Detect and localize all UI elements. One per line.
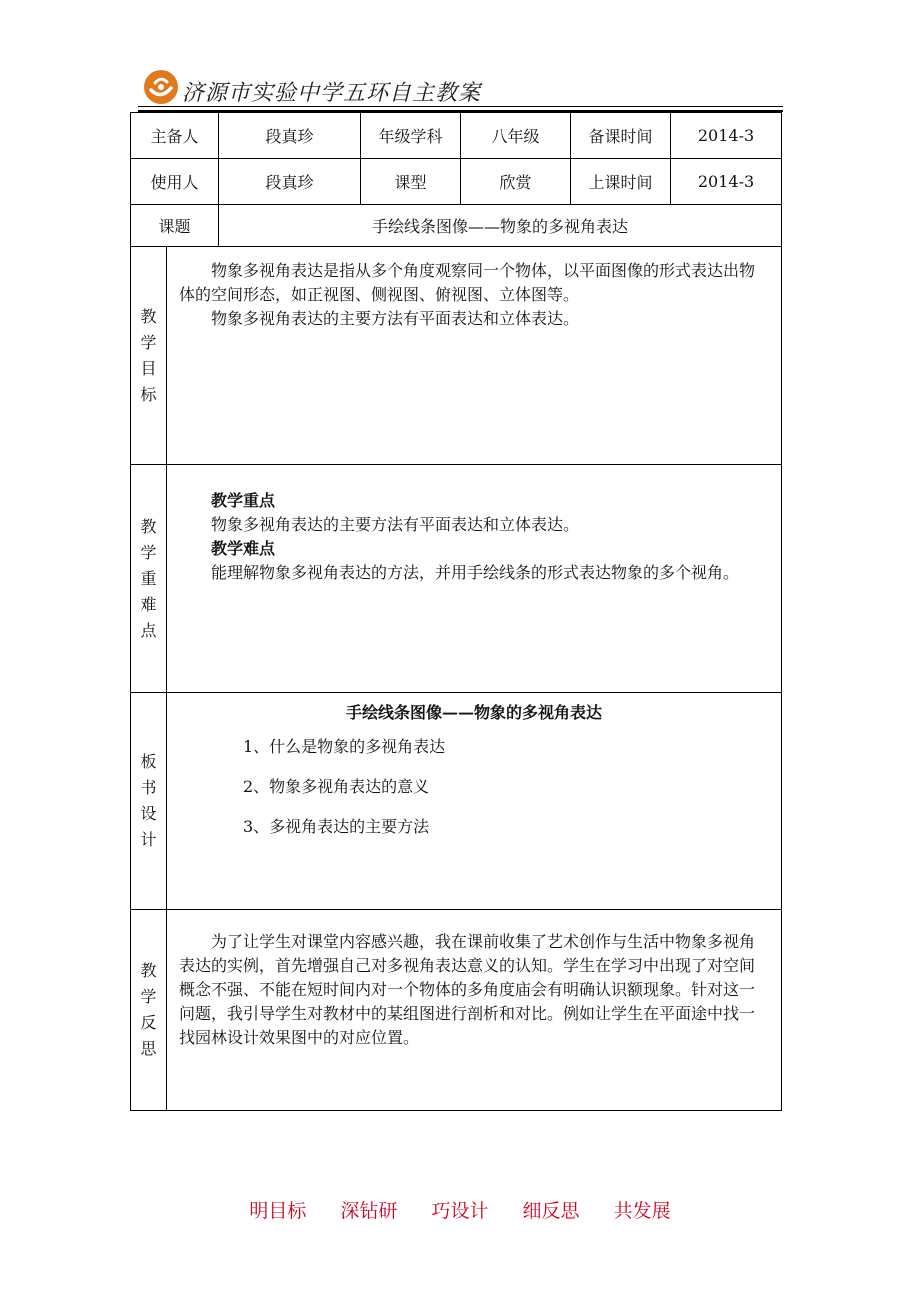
board-label: 板书设计 [131,693,167,910]
preparer-value: 段真珍 [219,113,361,159]
header-rule [138,106,783,107]
prep-time-value: 2014-3 [671,113,782,159]
motto-1: 明目标 [249,1200,307,1222]
info-row-2 [131,159,782,205]
info-row-1 [131,113,782,159]
objectives-label: 教学目标 [131,247,167,465]
key-points-row [131,465,782,693]
key-points-content [167,465,782,693]
key-text: 物象多视角表达的主要方法有平面表达和立体表达。 [211,515,580,534]
board-title: 手绘线条图像——物象的多视角表达 [346,703,603,722]
reflection-label: 教学反思 [131,910,167,1111]
class-time-value: 2014-3 [671,159,782,205]
user-value: 段真珍 [219,159,361,205]
reflection-row [131,910,782,1111]
preparer-label: 主备人 [131,113,219,159]
lesson-type-label: 课型 [361,159,461,205]
motto-4: 细反思 [522,1200,580,1222]
user-label: 使用人 [131,159,219,205]
key-points-label: 教学重难点 [131,465,167,693]
objectives-paragraph-2: 物象多视角表达的主要方法有平面表达和立体表达。 [211,309,580,328]
motto-5: 共发展 [613,1200,671,1222]
difficult-text: 能理解物象多视角表达的方法，并用手绘线条的形式表达物象的多个视角。 [211,563,740,582]
footer-mottos [0,1196,920,1223]
reflection-text: 为了让学生对课堂内容感兴趣，我在课前收集了艺术创作与生活中物象多视角表达的实例，首先增强自己对多视角表达意义的认知。学生在学习中出现了对空间概念不强、不能在短时间内对一个物体的多角度庙会有明确认识额现象。针对这一问题，我引导学生对教材中的某组图进行剖析和对比。例如让学生在平面途中找一找园林设计效果图中的对应位置。 [179,932,756,1047]
topic-row [131,205,782,247]
topic-value: 手绘线条图像——物象的多视角表达 [219,205,782,247]
key-heading: 教学重点 [211,491,276,510]
board-item-3: 3、多视角表达的主要方法 [243,817,430,836]
lesson-type-value: 欣赏 [461,159,571,205]
class-time-label: 上课时间 [571,159,671,205]
prep-time-label: 备课时间 [571,113,671,159]
difficult-heading: 教学难点 [211,539,276,558]
school-name: 济源市实验中学五环自主教案 [182,81,482,106]
board-row [131,693,782,910]
document-header [138,64,783,112]
objectives-paragraph-1: 物象多视角表达是指从多个角度观察同一个物体，以平面图像的形式表达出物体的空间形态，如正视图、侧视图、俯视图、立体图等。 [179,261,756,304]
board-item-1: 1、什么是物象的多视角表达 [243,737,446,756]
lesson-plan-table [130,112,782,1111]
board-item-2: 2、物象多视角表达的意义 [243,777,430,796]
objectives-row [131,247,782,465]
grade-subject-label: 年级学科 [361,113,461,159]
board-content [167,693,782,910]
school-logo-icon [142,68,180,106]
motto-3: 巧设计 [431,1200,489,1222]
motto-2: 深钻研 [340,1200,398,1222]
reflection-content [167,910,782,1111]
topic-label: 课题 [131,205,219,247]
grade-value: 八年级 [461,113,571,159]
objectives-content [167,247,782,465]
